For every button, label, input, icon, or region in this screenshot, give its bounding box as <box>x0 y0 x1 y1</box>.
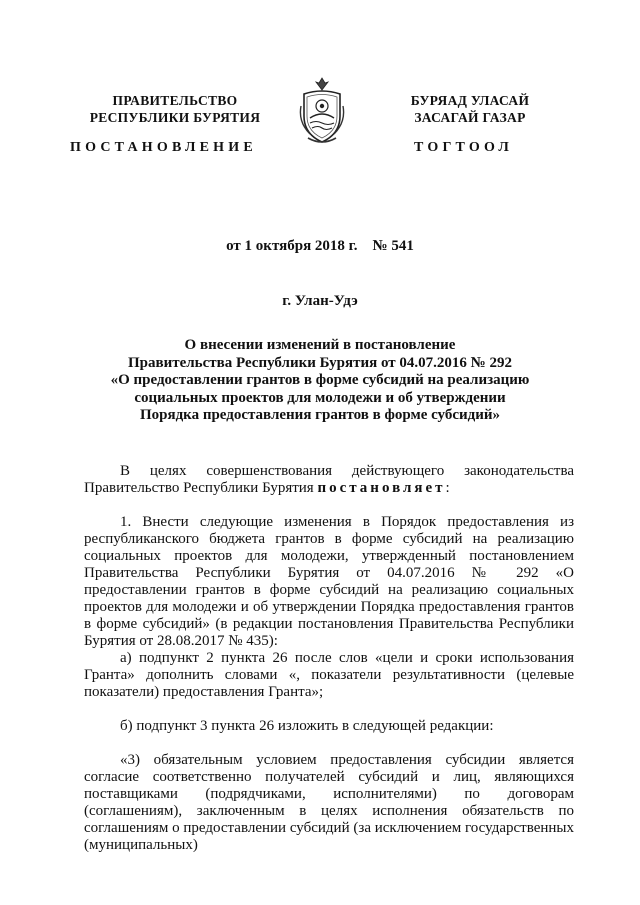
decree-city: г. Улан-Удэ <box>282 293 358 309</box>
preamble-text: В целях совершенствования действующего законодательства Правительство Республики Бурятия <box>84 463 574 496</box>
decree-date-number: от 1 октября 2018 г. № 541 <box>226 238 414 254</box>
resolves-word: постановляет <box>317 480 446 496</box>
title-line: Правительства Республики Бурятия от 04.07.2016 № 292 <box>127 354 512 371</box>
document-type-ru: ПОСТАНОВЛЕНИЕ <box>70 140 257 155</box>
issuer-name-bua <box>380 92 560 126</box>
title-line: «О предоставлении грантов в форме субсидий на реализацию <box>110 372 530 388</box>
preamble-paragraph <box>84 463 574 497</box>
issuer-line-1-bua: БУРЯАД УЛАСАЙ <box>410 93 530 108</box>
title-line: О внесении изменений в постановление <box>184 337 456 353</box>
issuer-line-1: ПРАВИТЕЛЬСТВО <box>112 93 238 108</box>
decree-title <box>60 337 580 425</box>
issuer-line-2-bua: ЗАСАГАЙ ГАЗАР <box>414 110 526 125</box>
subitem-3-paragraph: «3) обязательным условием предоставления субсидии является согласие соответственно получателей субсидий и лиц, являющихся поставщиками (подрядчиками, исполнителями) по договорам (соглашениям), заключенным в целях исполнения обязательств по соглашениям о предоставлении субсидий (за исключением государственных (муниципальных) <box>84 752 574 853</box>
issuer-name-ru <box>70 92 280 126</box>
title-line: Порядка предоставления грантов в форме субсидий» <box>139 407 501 423</box>
coat-of-arms-icon <box>296 76 348 148</box>
issuer-line-2: РЕСПУБЛИКИ БУРЯТИЯ <box>89 110 261 125</box>
item-1-paragraph: 1. Внести следующие изменения в Порядок предоставления из республиканского бюджета грантов в форме субсидий на реализацию социальных проектов для молодежи, утвержденный постановлением Правительства Республики Бурятия от 04.07.2016 № 292 «О предоставлении грантов в форме субсидий на реализацию социальных проектов для молодежи и об утверждении Порядка предоставления грантов в форме субсидий» (в редакции постановления Правительства Республики Бурятия от 28.08.2017 № 435): <box>84 514 574 649</box>
preamble-end: : <box>445 480 450 496</box>
decree-body <box>84 463 574 854</box>
document-type-bua: ТОГТООЛ <box>414 140 514 155</box>
subitem-b-paragraph: б) подпункт 3 пункта 26 изложить в следующей редакции: <box>120 718 494 734</box>
title-line: социальных проектов для молодежи и об утверждении <box>134 389 506 406</box>
subitem-a-paragraph: а) подпункт 2 пункта 26 после слов «цели и сроки использования Гранта» дополнить словами «, показатели результативности (целевые показатели) предоставления Гранта»; <box>84 650 574 700</box>
